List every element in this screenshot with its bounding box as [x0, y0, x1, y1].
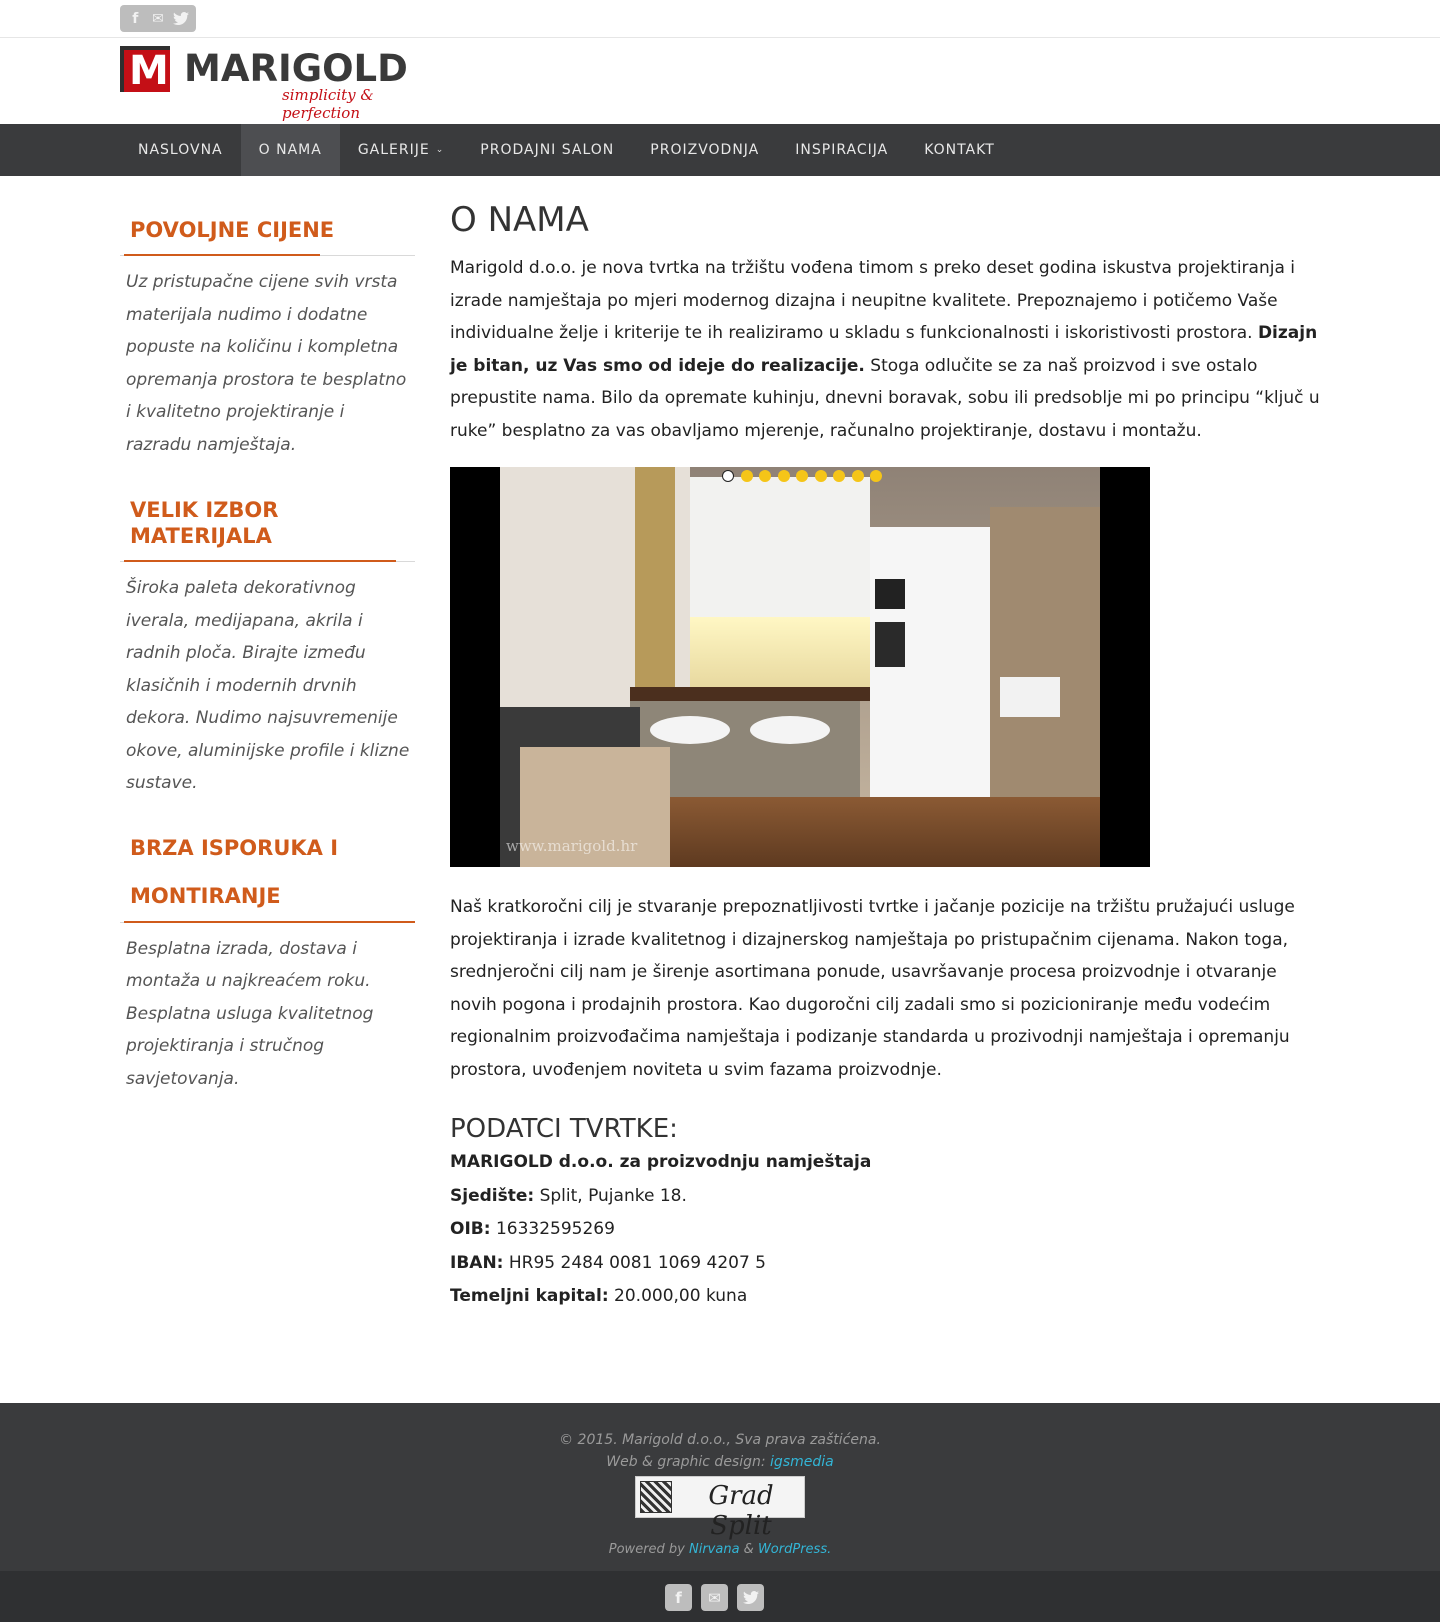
- widget-text: Široka paleta dekorativnog iverala, medijapana, akrila i radnih ploča. Birajte između klasičnih i modernih drvnih dekora. Nudimo najsuvremenije okove, aluminijske profile i klizne sustave.: [126, 578, 410, 793]
- site-footer: [0, 1403, 1440, 1571]
- company-row: OIB: 16332595269: [450, 1219, 615, 1239]
- slider-dot[interactable]: [778, 470, 790, 482]
- twitter-icon[interactable]: [171, 9, 191, 29]
- top-bar: [0, 0, 1440, 38]
- sidebar: [120, 205, 415, 1121]
- site-logo[interactable]: [120, 44, 420, 122]
- watermark: www.marigold.hr: [506, 837, 638, 855]
- powered-by: Powered by Nirvana & WordPress.: [608, 1542, 832, 1557]
- main-content: [450, 200, 1320, 1314]
- nirvana-link[interactable]: Nirvana: [689, 1542, 740, 1557]
- site-header: [0, 38, 1440, 124]
- widget-text: Besplatna izrada, dostava i montaža u najkreaćem roku. Besplatna usluga kvalitetnog projektiranja i stručnog savjetovanja.: [126, 938, 374, 1089]
- widget-title: POVOLJNE CIJENE: [120, 205, 415, 256]
- slider-dot[interactable]: [852, 470, 864, 482]
- company-details: [450, 1146, 1320, 1314]
- mail-icon[interactable]: ✉: [701, 1584, 728, 1611]
- slider-dot[interactable]: [796, 470, 808, 482]
- widget-povoljne-cijene: [120, 205, 415, 461]
- slider-dot[interactable]: [741, 470, 753, 482]
- widget-text: Uz pristupačne cijene svih vrsta materijala nudimo i dodatne popuste na količinu i kompletna opremanja prostora te besplatno i kvalitetno projektiranje i razradu namještaja.: [126, 272, 407, 455]
- company-row: Temeljni kapital: 20.000,00 kuna: [450, 1286, 748, 1306]
- company-name: MARIGOLD d.o.o. za proizvodnju namještaja: [450, 1152, 872, 1172]
- nav-item-naslovna[interactable]: NASLOVNA: [138, 142, 223, 158]
- slider-dot[interactable]: [833, 470, 845, 482]
- slider-dot[interactable]: [722, 470, 734, 482]
- design-credit: Web & graphic design: igsmedia: [606, 1454, 834, 1470]
- crest-icon: [640, 1481, 672, 1513]
- grad-split-badge[interactable]: Grad Split: [635, 1476, 805, 1518]
- copyright-text: © 2015. Marigold d.o.o., Sva prava zaštićena.: [559, 1432, 881, 1448]
- facebook-icon[interactable]: f: [665, 1584, 692, 1611]
- company-row: Sjedište: Split, Pujanke 18.: [450, 1185, 687, 1206]
- social-icons-top: [120, 5, 196, 32]
- widget-izbor-materijala: [120, 485, 415, 800]
- twitter-icon[interactable]: [737, 1584, 764, 1611]
- logo-tagline: simplicity & perfection: [282, 86, 374, 122]
- logo-mark: M: [120, 46, 170, 92]
- company-row: IBAN: HR95 2484 0081 1069 4207 5: [450, 1252, 766, 1273]
- widget-title: BRZA ISPORUKA I MONTIRANJE: [120, 824, 415, 923]
- widget-title: VELIK IZBOR MATERIJALA: [120, 485, 415, 562]
- chevron-down-icon: ⌄: [435, 145, 445, 155]
- nav-item-kontakt[interactable]: KONTAKT: [924, 142, 995, 158]
- widget-brza-isporuka: [120, 824, 415, 1096]
- mail-icon[interactable]: ✉: [152, 10, 164, 27]
- page-title: O NAMA: [450, 200, 589, 240]
- intro-paragraph: Marigold d.o.o. je nova tvrtka na tržištu vođena timom s preko deset godina iskustva projektiranja i izrade namještaja po mjeri modernog dizajna i neupitne kvalitete. Prepoznajemo i potičemo Vaše individualne želje i kriterije te ih realiziramo u skladu s funkcionalnosti i iskoristivosti prostora. Dizajn je bitan, uz Vas smo od ideje do realizacije. Stoga odlučite se za naš proizvod i sve ostalo prepustite nama. Bilo da opremate kuhinju, dnevni boravak, sobu ili predsoblje mi po principu “ključ u ruke” besplatno za vas obavljamo mjerenje, računalno projektiranje, dostavu i montažu.: [450, 258, 1320, 441]
- social-icons-bottom: [665, 1584, 773, 1611]
- main-nav: [0, 124, 1440, 176]
- footer-social-bar: [0, 1571, 1440, 1622]
- goals-paragraph: Naš kratkoročni cilj je stvaranje prepoznatljivosti tvrtke i jačanje pozicije na tržištu pružajući usluge projektiranja i izrade kvalitetnog i dizajnerskog namještaja po pristupačnim cijenama. Nakon toga, srednjeročni cilj nam je širenje asortimana ponude, usavršavanje procesa proizvodnje i otvaranje novih pogona i prodajnih prostora. Kao dugoročni cilj zadali smo si pozicioniranje među vodećim regionalnim proizvođačima namještaja i podizanje standarda u prozivodnji namještaja i opremanju prostora, uvođenjem noviteta u svim fazama proizvodnje.: [450, 897, 1295, 1080]
- slider-dot[interactable]: [815, 470, 827, 482]
- nav-item-proizvodnja[interactable]: PROIZVODNJA: [650, 142, 760, 158]
- wordpress-link[interactable]: WordPress.: [757, 1542, 832, 1557]
- company-section-title: PODATCI TVRTKE:: [450, 1114, 678, 1144]
- nav-item-prodajni-salon[interactable]: PRODAJNI SALON: [480, 142, 615, 158]
- nav-item-o-nama[interactable]: O NAMA: [241, 124, 340, 176]
- image-slider[interactable]: [450, 467, 1150, 867]
- facebook-icon[interactable]: f: [132, 10, 139, 27]
- slider-dot[interactable]: [759, 470, 771, 482]
- logo-name: MARIGOLD: [184, 47, 408, 90]
- slider-dots: [722, 470, 889, 482]
- nav-item-inspiracija[interactable]: INSPIRACIJA: [795, 142, 889, 158]
- kitchen-photo: [500, 467, 1100, 867]
- slider-dot[interactable]: [870, 470, 882, 482]
- nav-item-galerije[interactable]: GALERIJE ⌄: [357, 142, 445, 158]
- igsmedia-link[interactable]: igsmedia: [770, 1454, 834, 1470]
